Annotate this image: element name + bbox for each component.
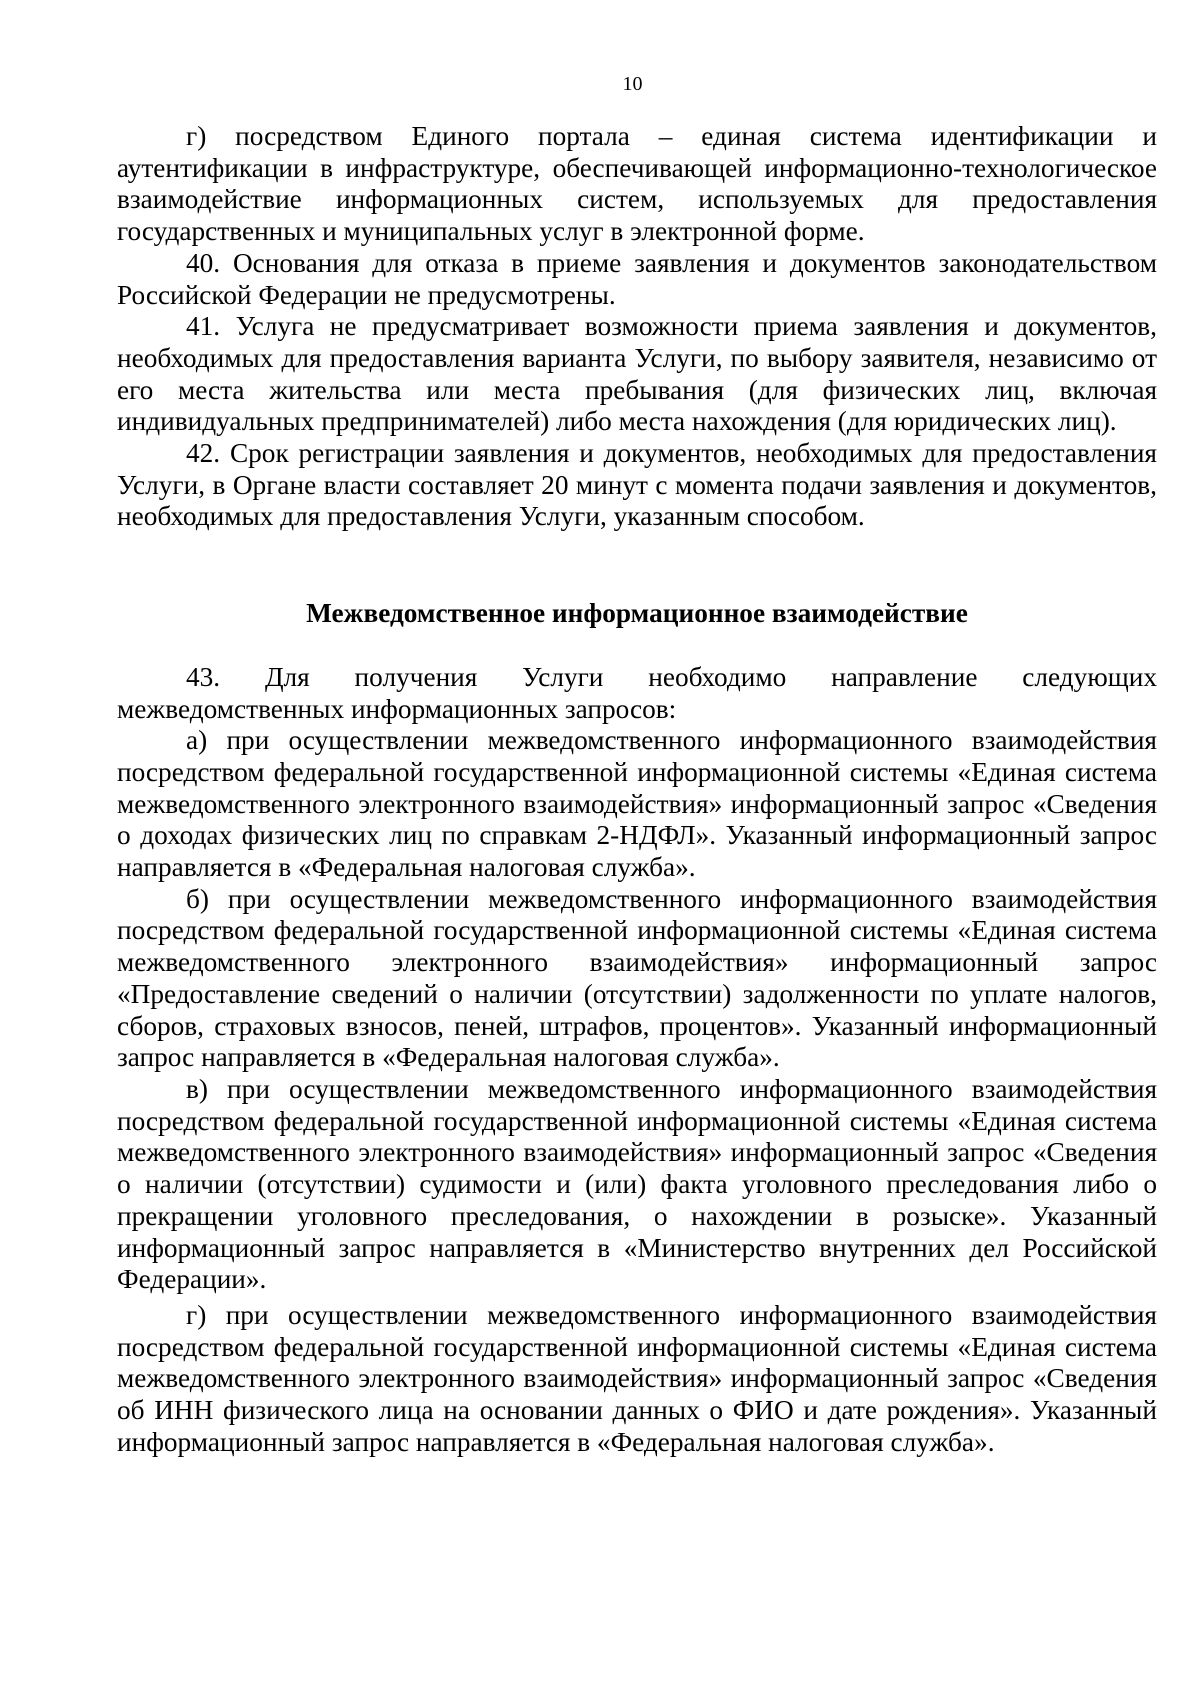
paragraph-42: 42. Срок регистрации заявления и документов, необходимых для предоставления Услуги, в Органе власти составляет 20 минут с момента подачи заявления и документов, необходимых для предоставления Услуги, указанным способом.	[117, 438, 1157, 532]
paragraph-43-item-b: б) при осуществлении межведомственного информационного взаимодействия посредством федеральной государственной информационной системы «Единая система межведомственного электронного взаимодействия» информационный запрос «Предоставление сведений о наличии (отсутствии) задолженности по уплате налогов, сборов, страховых взносов, пеней, штрафов, процентов». Указанный информационный запрос направляется в «Федеральная налоговая служба».	[117, 883, 1157, 1073]
page-number: 10	[622, 73, 643, 95]
document-body	[117, 121, 1157, 1458]
paragraph-41: 41. Услуга не предусматривает возможности приема заявления и документов, необходимых для предоставления варианта Услуги, по выбору заявителя, независимо от его места жительства или места пребывания (для физических лиц, включая индивидуальных предпринимателей) либо места нахождения (для юридических лиц).	[117, 311, 1157, 437]
paragraph-43-item-g: г) при осуществлении межведомственного информационного взаимодействия посредством федеральной государственной информационной системы «Единая система межведомственного электронного взаимодействия» информационный запрос «Сведения об ИНН физического лица на основании данных о ФИО и дате рождения». Указанный информационный запрос направляется в «Федеральная налоговая служба».	[117, 1299, 1157, 1457]
paragraph-item-g-portal: г) посредством Единого портала – единая система идентификации и аутентификации в инфраструктуре, обеспечивающей информационно-технологическое взаимодействие информационных систем, используемых для предоставления государственных и муниципальных услуг в электронной форме.	[117, 121, 1157, 247]
paragraph-43-item-a: а) при осуществлении межведомственного информационного взаимодействия посредством федеральной государственной информационной системы «Единая система межведомственного электронного взаимодействия» информационный запрос «Сведения о доходах физических лиц по справкам 2-НДФЛ». Указанный информационный запрос направляется в «Федеральная налоговая служба».	[117, 725, 1157, 883]
section-heading: Межведомственное информационное взаимодействие	[306, 598, 968, 629]
paragraph-43-item-v: в) при осуществлении межведомственного информационного взаимодействия посредством федеральной государственной информационной системы «Единая система межведомственного электронного взаимодействия» информационный запрос «Сведения о наличии (отсутствии) судимости и (или) факта уголовного преследования либо о прекращении уголовного преследования, о нахождении в розыске». Указанный информационный запрос направляется в «Министерство внутренних дел Российской Федерации».	[117, 1073, 1157, 1295]
paragraph-40: 40. Основания для отказа в приеме заявления и документов законодательством Российской Федерации не предусмотрены.	[117, 247, 1157, 310]
paragraph-43: 43. Для получения Услуги необходимо направление следующих межведомственных информационных запросов:	[117, 661, 1157, 724]
